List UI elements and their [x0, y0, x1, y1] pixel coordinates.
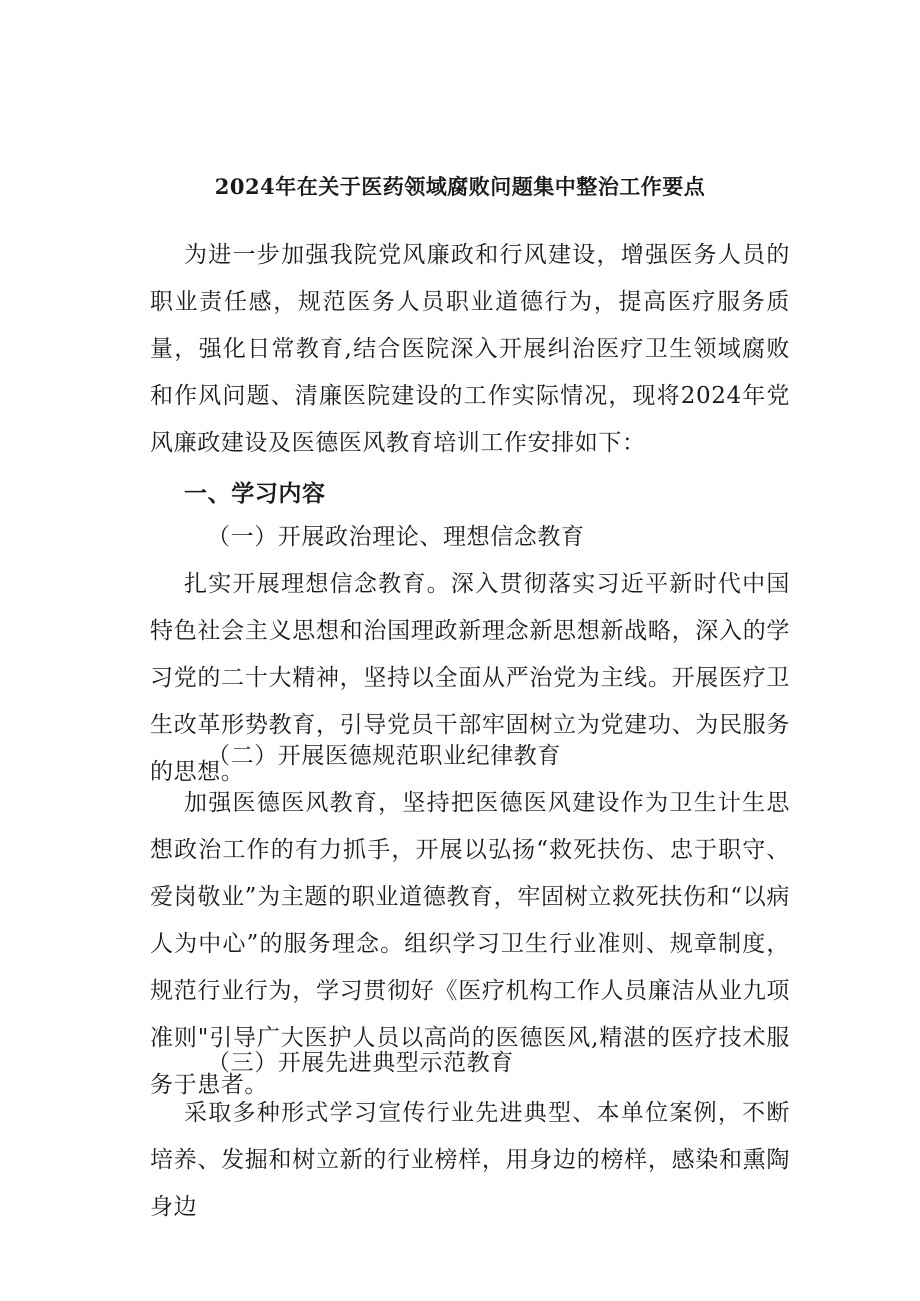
subsection-body-political-theory: 扎实开展理想信念教育。深入贯彻落实习近平新时代中国特色社会主义思想和治国理政新理念新思想新战略，深入的学习党的二十大精神，坚持以全面从严治党为主线。开展医疗卫生改革形势教育，引导党员干部牢固树立为党建功、为民服务的思想。 — [150, 571, 790, 785]
subsection-heading-exemplary-models: （三）开展先进典型示范教育 — [207, 1050, 514, 1076]
intro-paragraph: 为进一步加强我院党风廉政和行风建设，增强医务人员的职业责任感，规范医务人员职业道德行为，提高医疗服务质量，强化日常教育,结合医院深入开展纠治医疗卫生领域腐败和作风问题、清廉医院建设的工作实际情况，现将2024年党风廉政建设及医德医风教育培训工作安排如下： — [150, 242, 790, 456]
document-title: 2024年在关于医药领域腐败问题集中整治工作要点 — [214, 174, 706, 199]
section-heading-study-content: 一、学习内容 — [184, 480, 326, 507]
subsection-body-exemplary-models: 采取多种形式学习宣传行业先进典型、本单位案例，不断培养、发掘和树立新的行业榜样，用身边的榜样，感染和熏陶身边 — [150, 1100, 790, 1220]
subsection-heading-political-theory: （一）开展政治理论、理想信念教育 — [207, 524, 585, 550]
subsection-body-medical-ethics: 加强医德医风教育，坚持把医德医风建设作为卫生计生思想政治工作的有力抓手，开展以弘扬“救死扶伤、忠于职守、爱岗敬业”为主题的职业道德教育，牢固树立救死扶伤和“以病人为中心”的服务理念。组织学习卫生行业准则、规章制度，规范行业行为，学习贯彻好《医疗机构工作人员廉洁从业九项准则"引导广大医护人员以高尚的医德医风,精湛的医疗技术服务于患者。 — [150, 790, 790, 1098]
subsection-heading-medical-ethics: （二）开展医德规范职业纪律教育 — [207, 743, 561, 769]
